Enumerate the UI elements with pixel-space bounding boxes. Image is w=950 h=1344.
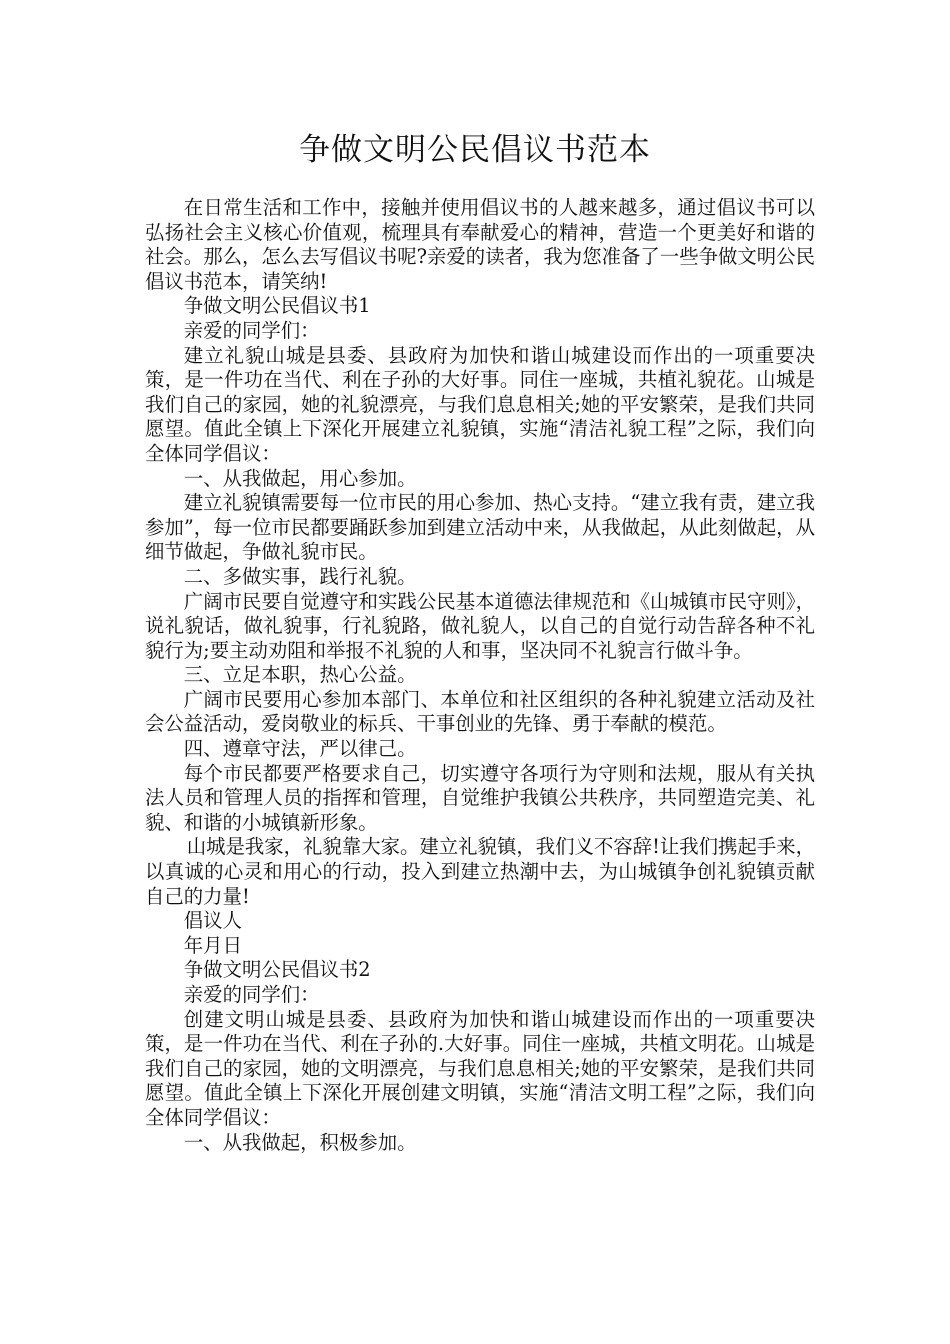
point-heading: 一、从我做起，用心参加。 <box>183 466 417 490</box>
signature-label: 倡议人 <box>183 909 242 933</box>
body-paragraph: 广阔市民要用心参加本部门、本单位和社区组织的各种礼貌建立活动及社会公益活动，爱岗敬业的标兵、干事创业的先锋、勇于奉献的模范。 <box>145 687 815 736</box>
section-heading-1: 争做文明公民倡议书1 <box>183 294 371 318</box>
document-title: 争做文明公民倡议书范本 <box>299 132 651 168</box>
section-heading-2: 争做文明公民倡议书2 <box>183 958 371 982</box>
salutation: 亲爱的同学们： <box>183 983 320 1006</box>
intro-paragraph: 在日常生活和工作中，接触并使用倡议书的人越来越多，通过倡议书可以弘扬社会主义核心价值观，梳理具有奉献爱心的精神，营造一个更美好和谐的社会。那么，怎么去写倡议书呢?亲爱的读者，我为您准备了一些争做文明公民倡议书范本，请笑纳! <box>145 196 815 293</box>
document-body <box>145 196 815 1155</box>
date-label: 年月日 <box>183 933 242 957</box>
body-paragraph: 广阔市民要自觉遵守和实践公民基本道德法律规范和《山城镇市民守则》，说礼貌话，做礼貌事，行礼貌路，做礼貌人，以自己的自觉行动告辞各种不礼貌行为;要主动劝阻和举报不礼貌的人和事，坚决同不礼貌言行做斗争。 <box>145 589 815 662</box>
salutation: 亲爱的同学们： <box>183 318 320 342</box>
point-heading: 二、多做实事，践行礼貌。 <box>183 564 417 588</box>
point-heading: 一、从我做起，积极参加。 <box>183 1130 417 1154</box>
body-paragraph: 创建文明山城是县委、县政府为加快和谐山城建设而作出的一项重要决策，是一件功在当代、利在子孙的.大好事。同住一座城，共植文明花。山城是我们自己的家园，她的文明漂亮，与我们息息相关;她的平安繁荣，是我们共同愿望。值此全镇上下深化开展创建文明镇，实施“清洁文明工程”之际，我们向全体同学倡议： <box>145 1007 815 1129</box>
point-heading: 四、遵章守法，严以律己。 <box>183 737 417 761</box>
closing-paragraph: 山城是我家，礼貌靠大家。建立礼貌镇，我们义不容辞!让我们携起手来，以真诚的心灵和用心的行动，投入到建立热潮中去，为山城镇争创礼貌镇贡献自己的力量! <box>145 835 815 908</box>
point-heading: 三、立足本职，热心公益。 <box>183 663 417 687</box>
body-paragraph: 建立礼貌山城是县委、县政府为加快和谐山城建设而作出的一项重要决策，是一件功在当代、利在子孙的大好事。同住一座城，共植礼貌花。山城是我们自己的家园，她的礼貌漂亮，与我们息息相关;她的平安繁荣，是我们共同愿望。值此全镇上下深化开展建立礼貌镇，实施“清洁礼貌工程”之际，我们向全体同学倡议： <box>145 343 815 465</box>
body-paragraph: 建立礼貌镇需要每一位市民的用心参加、热心支持。“建立我有责，建立我参加”，每一位市民都要踊跃参加到建立活动中来，从我做起，从此刻做起，从细节做起，争做礼貌市民。 <box>145 491 815 564</box>
body-paragraph: 每个市民都要严格要求自己，切实遵守各项行为守则和法规，服从有关执法人员和管理人员的指挥和管理，自觉维护我镇公共秩序，共同塑造完美、礼貌、和谐的小城镇新形象。 <box>145 761 815 834</box>
